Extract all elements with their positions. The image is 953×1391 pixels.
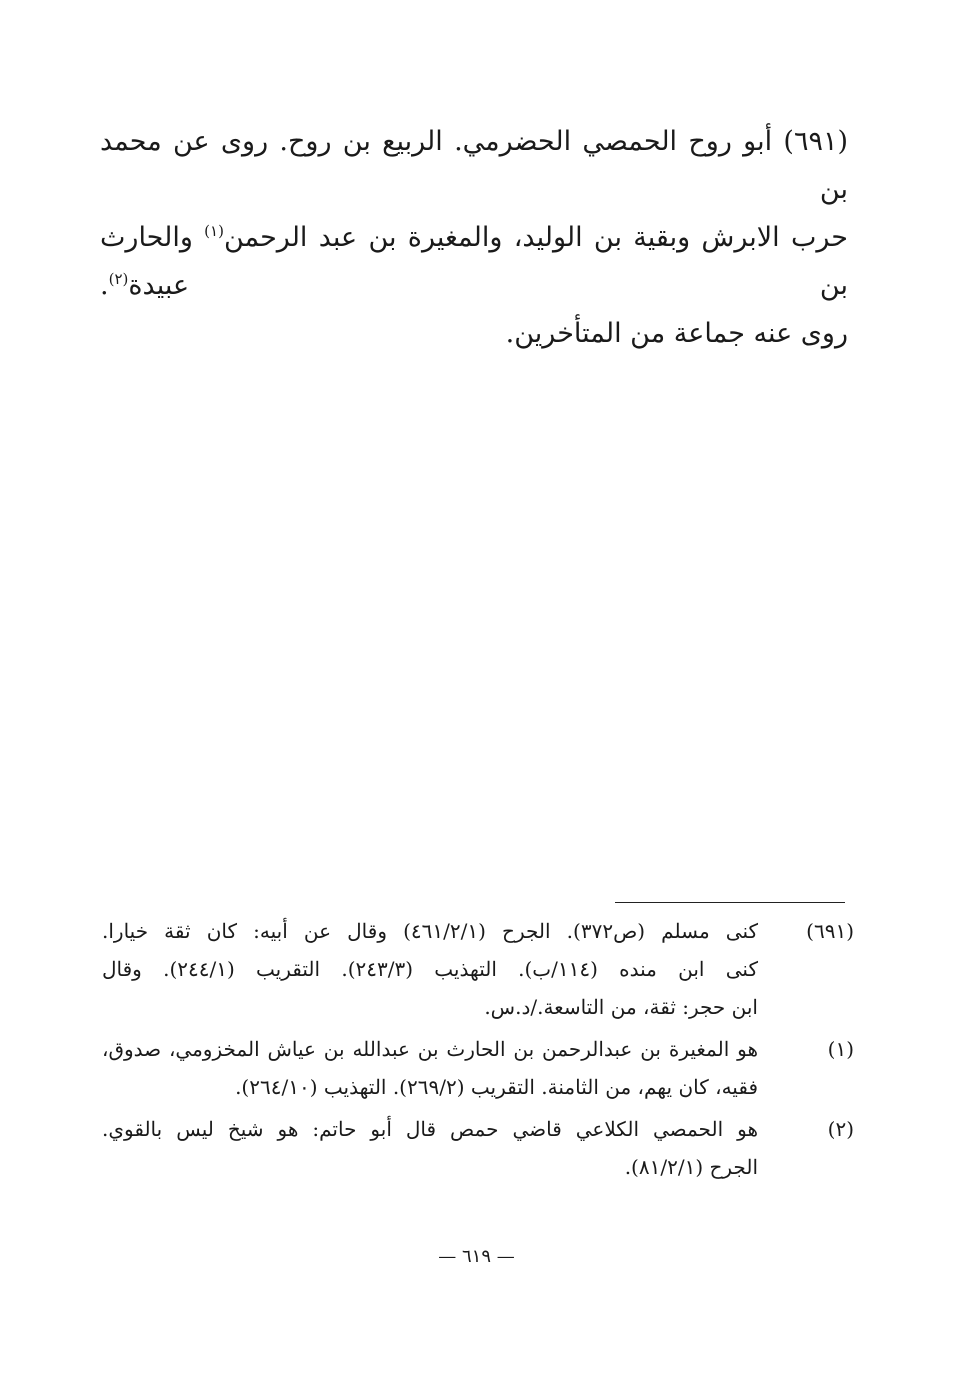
entry-line-3: روى عنه جماعة من المتأخرين. (505, 318, 848, 349)
footnote-line: هو الحمصي الكلاعي قاضي حمص قال أبو حاتم: هو شيخ ليس بالقوي. (102, 1117, 758, 1141)
footnote-text (102, 1030, 758, 1106)
footnotes (102, 912, 854, 1190)
footnote-divider (615, 902, 845, 903)
entry-line-2-end: . (100, 270, 109, 301)
footnote-2 (102, 1110, 854, 1186)
footnote-number: (٦٩١) (806, 919, 854, 943)
footnote-1 (102, 1030, 854, 1106)
entry-line-2 (100, 214, 848, 310)
entry-line-1: (٦٩١) أبو روح الحمصي الحضرمي. الربيع بن روح. روى عن محمد بن (100, 126, 848, 205)
footnote-line: ابن حجر: ثقة، من التاسعة./د.س. (484, 995, 758, 1019)
footnote-ref-2: (٢) (108, 270, 129, 288)
footnote-number: (١) (827, 1037, 854, 1061)
footnote-line: هو المغيرة بن عبدالرحمن بن الحارث بن عبدالله بن عياش المخزومي، صدوق، (102, 1037, 758, 1061)
footnote-691 (102, 912, 854, 1026)
footnote-text (102, 1110, 758, 1186)
entry-line-2-text: حرب الابرش وبقية بن الوليد، والمغيرة بن عبد الرحمن (223, 222, 848, 253)
footnote-line: كنى ابن منده (١١٤/ب). التهذيب (٢٤٣/٣). التقريب (٢٤٤/١). وقال (102, 957, 758, 981)
main-entry (100, 118, 848, 358)
entry-line-2-mid: والحارث بن عبيدة (100, 222, 848, 301)
footnote-number: (٢) (827, 1117, 854, 1141)
footnote-line: كنى مسلم (ص٣٧٢). الجرح (٤٦١/٢/١) وقال عن أبيه: كان ثقة خيارا. (102, 919, 758, 943)
footnote-text (102, 912, 758, 1026)
footnote-line: الجرح (٨١/٢/١). (624, 1155, 758, 1179)
footnote-line: فقيه، كان يهم، من الثامنة. التقريب (٢٦٩/٢). التهذيب (٢٦٤/١٠). (235, 1075, 758, 1099)
page-number: — ٦١٩ — (438, 1246, 515, 1267)
footnote-ref-1: (١) (204, 222, 224, 240)
